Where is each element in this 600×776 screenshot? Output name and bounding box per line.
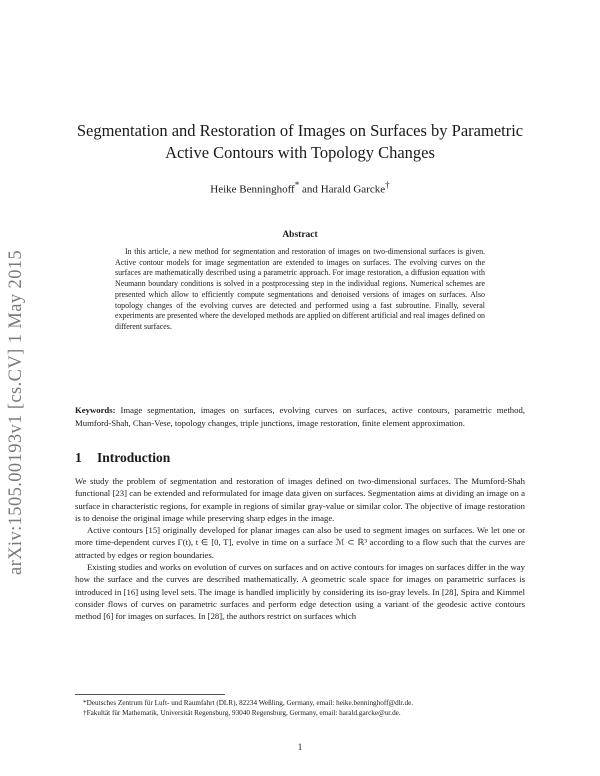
paper-title (60, 120, 540, 164)
title-line-1: Segmentation and Restoration of Images on Surfaces by Parametric (76, 121, 524, 140)
intro-paragraph-2-start: Active contours [15] originally developed for planar images can also be used to segment images on surfaces. We let one or more time-dependent curves Γ(t), t ∈ [0, T], evolve in time on a surface (75, 525, 525, 548)
page-number: 1 (297, 742, 303, 752)
title-line-2: Active Contours with Topology Changes (165, 143, 435, 162)
surface-math: ℳ ⊂ ℝ³ (335, 537, 367, 548)
footnotes (75, 698, 535, 719)
intro-paragraph-3: Existing studies and works on evolution of curves on surfaces and on active contours for images on surfaces differ in the way how the surface and the curves are described mathematically. A geometric scale space for images on parametric surfaces is introduced in [16] using level sets. The image is handled implicitly by considering its iso-gray levels. In [28], Spira and Kimmel consider flows of curves on parametric surfaces and perform edge detection using a variant of the geodesic active contours method [6] for images on surfaces. In [28], the authors restrict on surfaces which (75, 562, 525, 622)
section-number: 1 (75, 450, 82, 465)
author-2-footnote-mark: † (385, 180, 390, 190)
author-separator: and (299, 183, 321, 196)
intro-paragraph-1: We study the problem of segmentation and restoration of images defined on two-dimensional surfaces. The Mumford-Shah functional [23] can be extended and reformulated for image data given on surfaces. Segmentation aims at dividing an image on a surface in characteristic regions, for example in regions of similar gray-value or similar color. The objective of image restoration is to denoise the original image while preserving sharp edges in the image. (75, 476, 525, 523)
author-list (60, 180, 540, 196)
keywords-text: Image segmentation, images on surfaces, evolving curves on surfaces, active contours, parametric method, Mumford-Shah, Chan-Vese, topology changes, triple junctions, image restoration, finite element approximation. (75, 405, 526, 428)
intro-paragraph-2-end: according to a flow such that the curves are attracted by edges or region boundaries. (75, 537, 525, 560)
abstract-text: In this article, a new method for segmentation and restoration of images on two-dimensional surfaces is given. Active contour models for image segmentation are extended to images on surfaces. The evolving curves on the surfaces are mathematically described using a parametric approach. For image restoration, a diffusion equation with Neumann boundary conditions is solved in a postprocessing step in the individual regions. Numerical schemes are presented which allow to efficiently compute segmentations and denoised versions of images on surfaces. Also topology changes of the evolving curves are detected and performed using a fast subroutine. Finally, several experiments are presented where the developed methods are applied on different artificial and real images defined on different surfaces. (115, 247, 485, 331)
footnote-1: *Deutsches Zentrum für Luft- und Raumfahrt (DLR), 82234 Weßling, Germany, email: heike.benninghoff@dlr.de. (83, 699, 414, 707)
arxiv-identifier: arXiv:1505.00193v1 [cs.CV] 1 May 2015 (6, 249, 26, 575)
section-title: Introduction (97, 450, 171, 465)
introduction-body (75, 475, 525, 623)
keywords-paragraph (75, 404, 525, 429)
section-heading (75, 450, 170, 466)
intro-paragraph-2 (75, 524, 525, 561)
footnote-2: †Fakultät für Mathematik, Universität Regensburg, 93040 Regensburg, Germany, email: harald.garcke@ur.de. (83, 709, 401, 718)
author-1-name: Heike Benninghoff (210, 183, 295, 196)
keywords-label: Keywords: (75, 405, 116, 415)
abstract-heading: Abstract (282, 230, 318, 240)
author-2-name: Harald Garcke (320, 183, 386, 196)
footnote-rule (75, 694, 225, 695)
author-1-footnote-mark: * (294, 180, 300, 190)
